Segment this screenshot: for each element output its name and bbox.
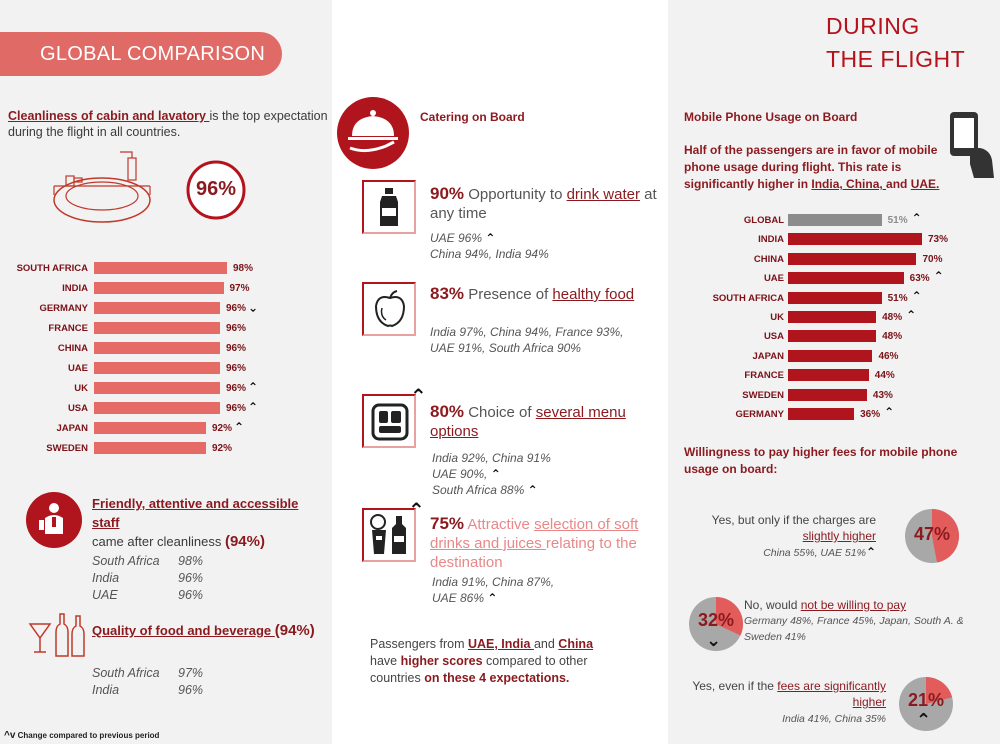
staff-pct: (94%) bbox=[224, 533, 265, 550]
menu-sub3: South Africa 88% bbox=[432, 483, 525, 497]
menu-sub bbox=[432, 450, 632, 498]
bar-label: GLOBAL bbox=[743, 215, 784, 226]
up-change-icon: ⌃ bbox=[911, 288, 922, 303]
down-change-icon: ⌃ bbox=[706, 629, 722, 649]
drinks-sub2: UAE 86% bbox=[432, 591, 485, 605]
up-change-icon: ⌃ bbox=[865, 545, 876, 559]
stat-value: 98% bbox=[178, 554, 204, 568]
pie1-pre: Yes, but only if the charges are bbox=[711, 513, 876, 527]
up-change-icon: ⌃ bbox=[911, 211, 922, 225]
title-line2: THE FLIGHT bbox=[826, 46, 966, 72]
stat-value: 96% bbox=[178, 571, 204, 585]
bar-value: 96% bbox=[226, 303, 247, 314]
up-change-icon: ⌃ bbox=[487, 591, 498, 605]
up-change-icon: ⌃ bbox=[408, 500, 425, 522]
meal-tray-icon bbox=[370, 402, 410, 442]
bar bbox=[788, 369, 869, 381]
bar bbox=[94, 362, 220, 374]
bar-label: FRANCE bbox=[48, 323, 88, 334]
bar bbox=[788, 311, 876, 323]
bar-label: GERMANY bbox=[39, 303, 88, 314]
up-change-icon: ⌃ bbox=[248, 380, 259, 394]
food-pct: (94%) bbox=[274, 622, 315, 639]
bar-value: 48% bbox=[882, 312, 903, 323]
cleanliness-bar-chart bbox=[0, 262, 332, 472]
bar-label: GERMANY bbox=[735, 409, 784, 420]
bar-value: 96% bbox=[226, 363, 247, 374]
stat-country: India bbox=[92, 571, 120, 585]
conclusion-mid2: compared to other countries bbox=[370, 654, 588, 685]
healthy-sub1: India 97%, China 94%, France 93%, UAE 91%, South Africa 90% bbox=[430, 325, 624, 355]
bar bbox=[94, 342, 220, 354]
bar-value: 96% bbox=[226, 383, 247, 394]
pie2-sub: Germany 48%, France 45%, Japan, South A. & Sweden 41% bbox=[744, 615, 964, 643]
bar bbox=[94, 442, 206, 454]
healthy-pct: 83% bbox=[430, 284, 465, 303]
right-title bbox=[826, 10, 965, 76]
menu-sub1: India 92%, China 91% bbox=[432, 451, 551, 465]
bar-value: 46% bbox=[878, 350, 899, 362]
catering-panel bbox=[332, 0, 668, 744]
staff-link[interactable]: Friendly, attentive and accessible staff bbox=[92, 496, 299, 530]
bar-label: CHINA bbox=[57, 343, 88, 354]
bar bbox=[788, 408, 854, 420]
cleanliness-intro bbox=[8, 108, 328, 140]
pie2-value: 32% bbox=[697, 610, 735, 630]
bar-value: 92% bbox=[212, 423, 233, 434]
menu-link[interactable]: several menu options bbox=[430, 404, 626, 440]
bar-label: INDIA bbox=[62, 283, 88, 294]
bar bbox=[94, 422, 206, 434]
catering-title: Catering on Board bbox=[420, 110, 525, 124]
conclusion-b1: higher scores bbox=[400, 654, 483, 668]
conclusion-pre: Passengers from bbox=[370, 637, 468, 651]
mobile-text-c: India, China, bbox=[811, 177, 887, 191]
bar-value: 96% bbox=[226, 403, 247, 414]
change-legend bbox=[4, 730, 159, 741]
mobile-text-1: are in favor of mobile phone usage during flight. This rate is significantly bbox=[684, 143, 938, 191]
drinks-pre: Attractive bbox=[464, 516, 535, 533]
pie1-text bbox=[688, 512, 876, 561]
bar-value: 44% bbox=[874, 370, 895, 382]
stat-country: UAE bbox=[92, 588, 118, 602]
water-sub2: China 94%, India 94% bbox=[430, 247, 549, 261]
change-legend-text: Change compared to previous period bbox=[17, 731, 160, 740]
serving-cloche-icon bbox=[336, 96, 410, 170]
bar-label: JAPAN bbox=[752, 350, 784, 362]
stat-country: India bbox=[92, 683, 120, 697]
bar bbox=[788, 272, 904, 284]
bar-value: 63% bbox=[909, 273, 930, 285]
bar-label: UK bbox=[74, 383, 88, 394]
mobile-text-b: Half of the passengers bbox=[684, 143, 813, 157]
phone-hand-icon bbox=[946, 108, 998, 180]
healthy-link[interactable]: healthy food bbox=[552, 286, 635, 303]
bar bbox=[94, 322, 220, 334]
menu-sub2: UAE 90%, bbox=[432, 467, 488, 481]
fees-title: Willingness to pay higher fees for mobile phone usage on board: bbox=[684, 445, 958, 476]
bar bbox=[94, 302, 220, 314]
up-change-icon: ⌃ bbox=[248, 400, 259, 414]
healthy-heading bbox=[430, 284, 660, 304]
water-post: at any time bbox=[430, 186, 657, 222]
sink-icon bbox=[50, 150, 160, 230]
pie1-value: 47% bbox=[913, 524, 951, 544]
up-change-icon: ⌃ bbox=[485, 231, 496, 245]
food-text bbox=[92, 622, 328, 639]
bar bbox=[94, 282, 224, 294]
pie2-pre: No, would bbox=[744, 598, 801, 612]
bar-value: 98% bbox=[233, 263, 254, 274]
healthy-pre: Presence of bbox=[464, 286, 553, 303]
bar-value: 51% bbox=[887, 292, 908, 304]
bar-value: 97% bbox=[229, 283, 250, 294]
bar-value: 43% bbox=[872, 389, 893, 401]
bar-label: UAE bbox=[763, 273, 784, 285]
bar bbox=[94, 382, 220, 394]
pie3-text bbox=[688, 678, 886, 727]
apple-icon bbox=[370, 288, 410, 330]
pie3-value: 21% bbox=[907, 690, 945, 710]
mobile-text-and: and bbox=[886, 177, 911, 191]
up-change-icon: ⌃ bbox=[933, 269, 944, 284]
food-link[interactable]: Quality of food and beverage bbox=[92, 623, 275, 638]
menu-heading bbox=[430, 402, 660, 441]
bar-label: UK bbox=[770, 312, 784, 323]
water-link[interactable]: drink water bbox=[566, 186, 640, 203]
bar bbox=[788, 214, 882, 226]
conclusion-c1: UAE, India bbox=[467, 637, 534, 651]
drinks-pct: 75% bbox=[430, 514, 465, 533]
bar-value: 51% bbox=[887, 215, 908, 226]
conclusion-and: and bbox=[533, 637, 559, 651]
pie1-sub: China 55%, UAE 51% bbox=[763, 547, 866, 559]
staff-text bbox=[92, 494, 328, 551]
mobile-text-c2: UAE. bbox=[910, 177, 940, 191]
pie3-sub: India 41%, China 35% bbox=[782, 713, 886, 725]
cleanliness-text: is the top expectation during the flight in all countries. bbox=[8, 109, 328, 139]
bar-value: 48% bbox=[882, 331, 903, 343]
stat-value: 96% bbox=[178, 683, 204, 697]
up-change-icon: ⌃ bbox=[410, 386, 427, 408]
global-comparison-panel bbox=[0, 0, 332, 744]
bar-label: FRANCE bbox=[744, 370, 784, 382]
water-sub1: UAE 96% bbox=[430, 231, 483, 245]
bar bbox=[788, 389, 867, 401]
bar-value: 96% bbox=[226, 323, 247, 334]
pie2-link: not be willing to pay bbox=[800, 598, 907, 612]
mobile-text bbox=[684, 142, 950, 193]
bar-label: USA bbox=[763, 331, 784, 343]
bar-value: 70% bbox=[922, 253, 943, 265]
bar-label: INDIA bbox=[758, 234, 784, 246]
bar-label: SOUTH AFRICA bbox=[712, 292, 784, 304]
stat-value: 96% bbox=[178, 588, 204, 602]
water-pre: Opportunity to bbox=[464, 186, 567, 203]
section-title: GLOBAL COMPARISON bbox=[40, 43, 266, 65]
up-change-icon: ⌃ bbox=[527, 483, 538, 497]
staff-icon bbox=[24, 490, 84, 550]
drinks-sub1: India 91%, China 87%, bbox=[432, 575, 555, 589]
stat-country: South Africa bbox=[92, 666, 160, 680]
drinks-post: relating to the destination bbox=[430, 535, 637, 571]
up-change-icon: ⌃ bbox=[234, 420, 245, 434]
stat-value: 97% bbox=[178, 666, 204, 680]
bar-value: 36% bbox=[860, 409, 881, 420]
title-line1: DURING bbox=[826, 13, 920, 39]
bar bbox=[788, 233, 922, 245]
conclusion-c2: China bbox=[558, 637, 594, 651]
conclusion-b2: on these 4 expectations. bbox=[424, 671, 570, 685]
mobile-title: Mobile Phone Usage on Board bbox=[684, 110, 858, 124]
bar bbox=[788, 330, 876, 342]
during-flight-panel bbox=[668, 0, 1000, 744]
pie1-link: slightly higher bbox=[802, 529, 876, 543]
staff-rest: came after cleanliness bbox=[92, 534, 225, 549]
mobile-usage-bar-chart bbox=[668, 211, 1000, 429]
bar-label: SWEDEN bbox=[742, 389, 784, 401]
bar-label: CHINA bbox=[753, 253, 784, 265]
menu-pct: 80% bbox=[430, 402, 465, 421]
bar bbox=[788, 253, 916, 265]
pie3-link: fees are significantly higher bbox=[777, 679, 886, 709]
bar-label: UAE bbox=[67, 363, 88, 374]
wine-bottle-icon bbox=[26, 612, 88, 660]
bar-label: SWEDEN bbox=[46, 443, 88, 454]
drinks-heading bbox=[430, 514, 660, 572]
bar-value: 92% bbox=[212, 443, 233, 454]
water-bottle-icon bbox=[374, 186, 404, 230]
conclusion-mid: have bbox=[370, 654, 401, 668]
water-sub bbox=[430, 230, 660, 262]
healthy-sub bbox=[430, 324, 630, 356]
up-change-icon: ⌃ bbox=[490, 467, 501, 481]
bar bbox=[94, 402, 220, 414]
soft-drinks-icon bbox=[368, 512, 412, 558]
water-heading bbox=[430, 184, 660, 223]
bar-value: 96% bbox=[226, 343, 247, 354]
change-legend-icon: ^v bbox=[4, 730, 16, 741]
drinks-sub bbox=[432, 574, 632, 606]
menu-pre: Choice of bbox=[464, 404, 536, 421]
pie3-pre: Yes, even if the bbox=[692, 679, 778, 693]
stat-country: South Africa bbox=[92, 554, 160, 568]
bar-label: USA bbox=[67, 403, 88, 414]
bar-label: SOUTH AFRICA bbox=[16, 263, 88, 274]
down-change-icon: ⌃ bbox=[248, 300, 259, 314]
bar-label: JAPAN bbox=[56, 423, 88, 434]
mobile-text-b2: higher bbox=[757, 177, 795, 191]
up-change-icon: ⌃ bbox=[916, 710, 932, 730]
pie2-text bbox=[744, 598, 984, 645]
cleanliness-badge: 96% bbox=[195, 178, 237, 200]
mobile-text-2: in bbox=[794, 177, 812, 191]
drinks-link[interactable]: selection of soft drinks and juices bbox=[430, 516, 639, 552]
bar-value: 73% bbox=[928, 234, 949, 246]
up-change-icon: ⌃ bbox=[884, 405, 895, 419]
bar bbox=[94, 262, 227, 274]
bar bbox=[788, 350, 872, 362]
water-pct: 90% bbox=[430, 184, 465, 203]
bar bbox=[788, 292, 882, 304]
cleanliness-link[interactable]: Cleanliness of cabin and lavatory bbox=[8, 109, 210, 123]
catering-conclusion bbox=[370, 636, 620, 687]
up-change-icon: ⌃ bbox=[906, 308, 917, 322]
